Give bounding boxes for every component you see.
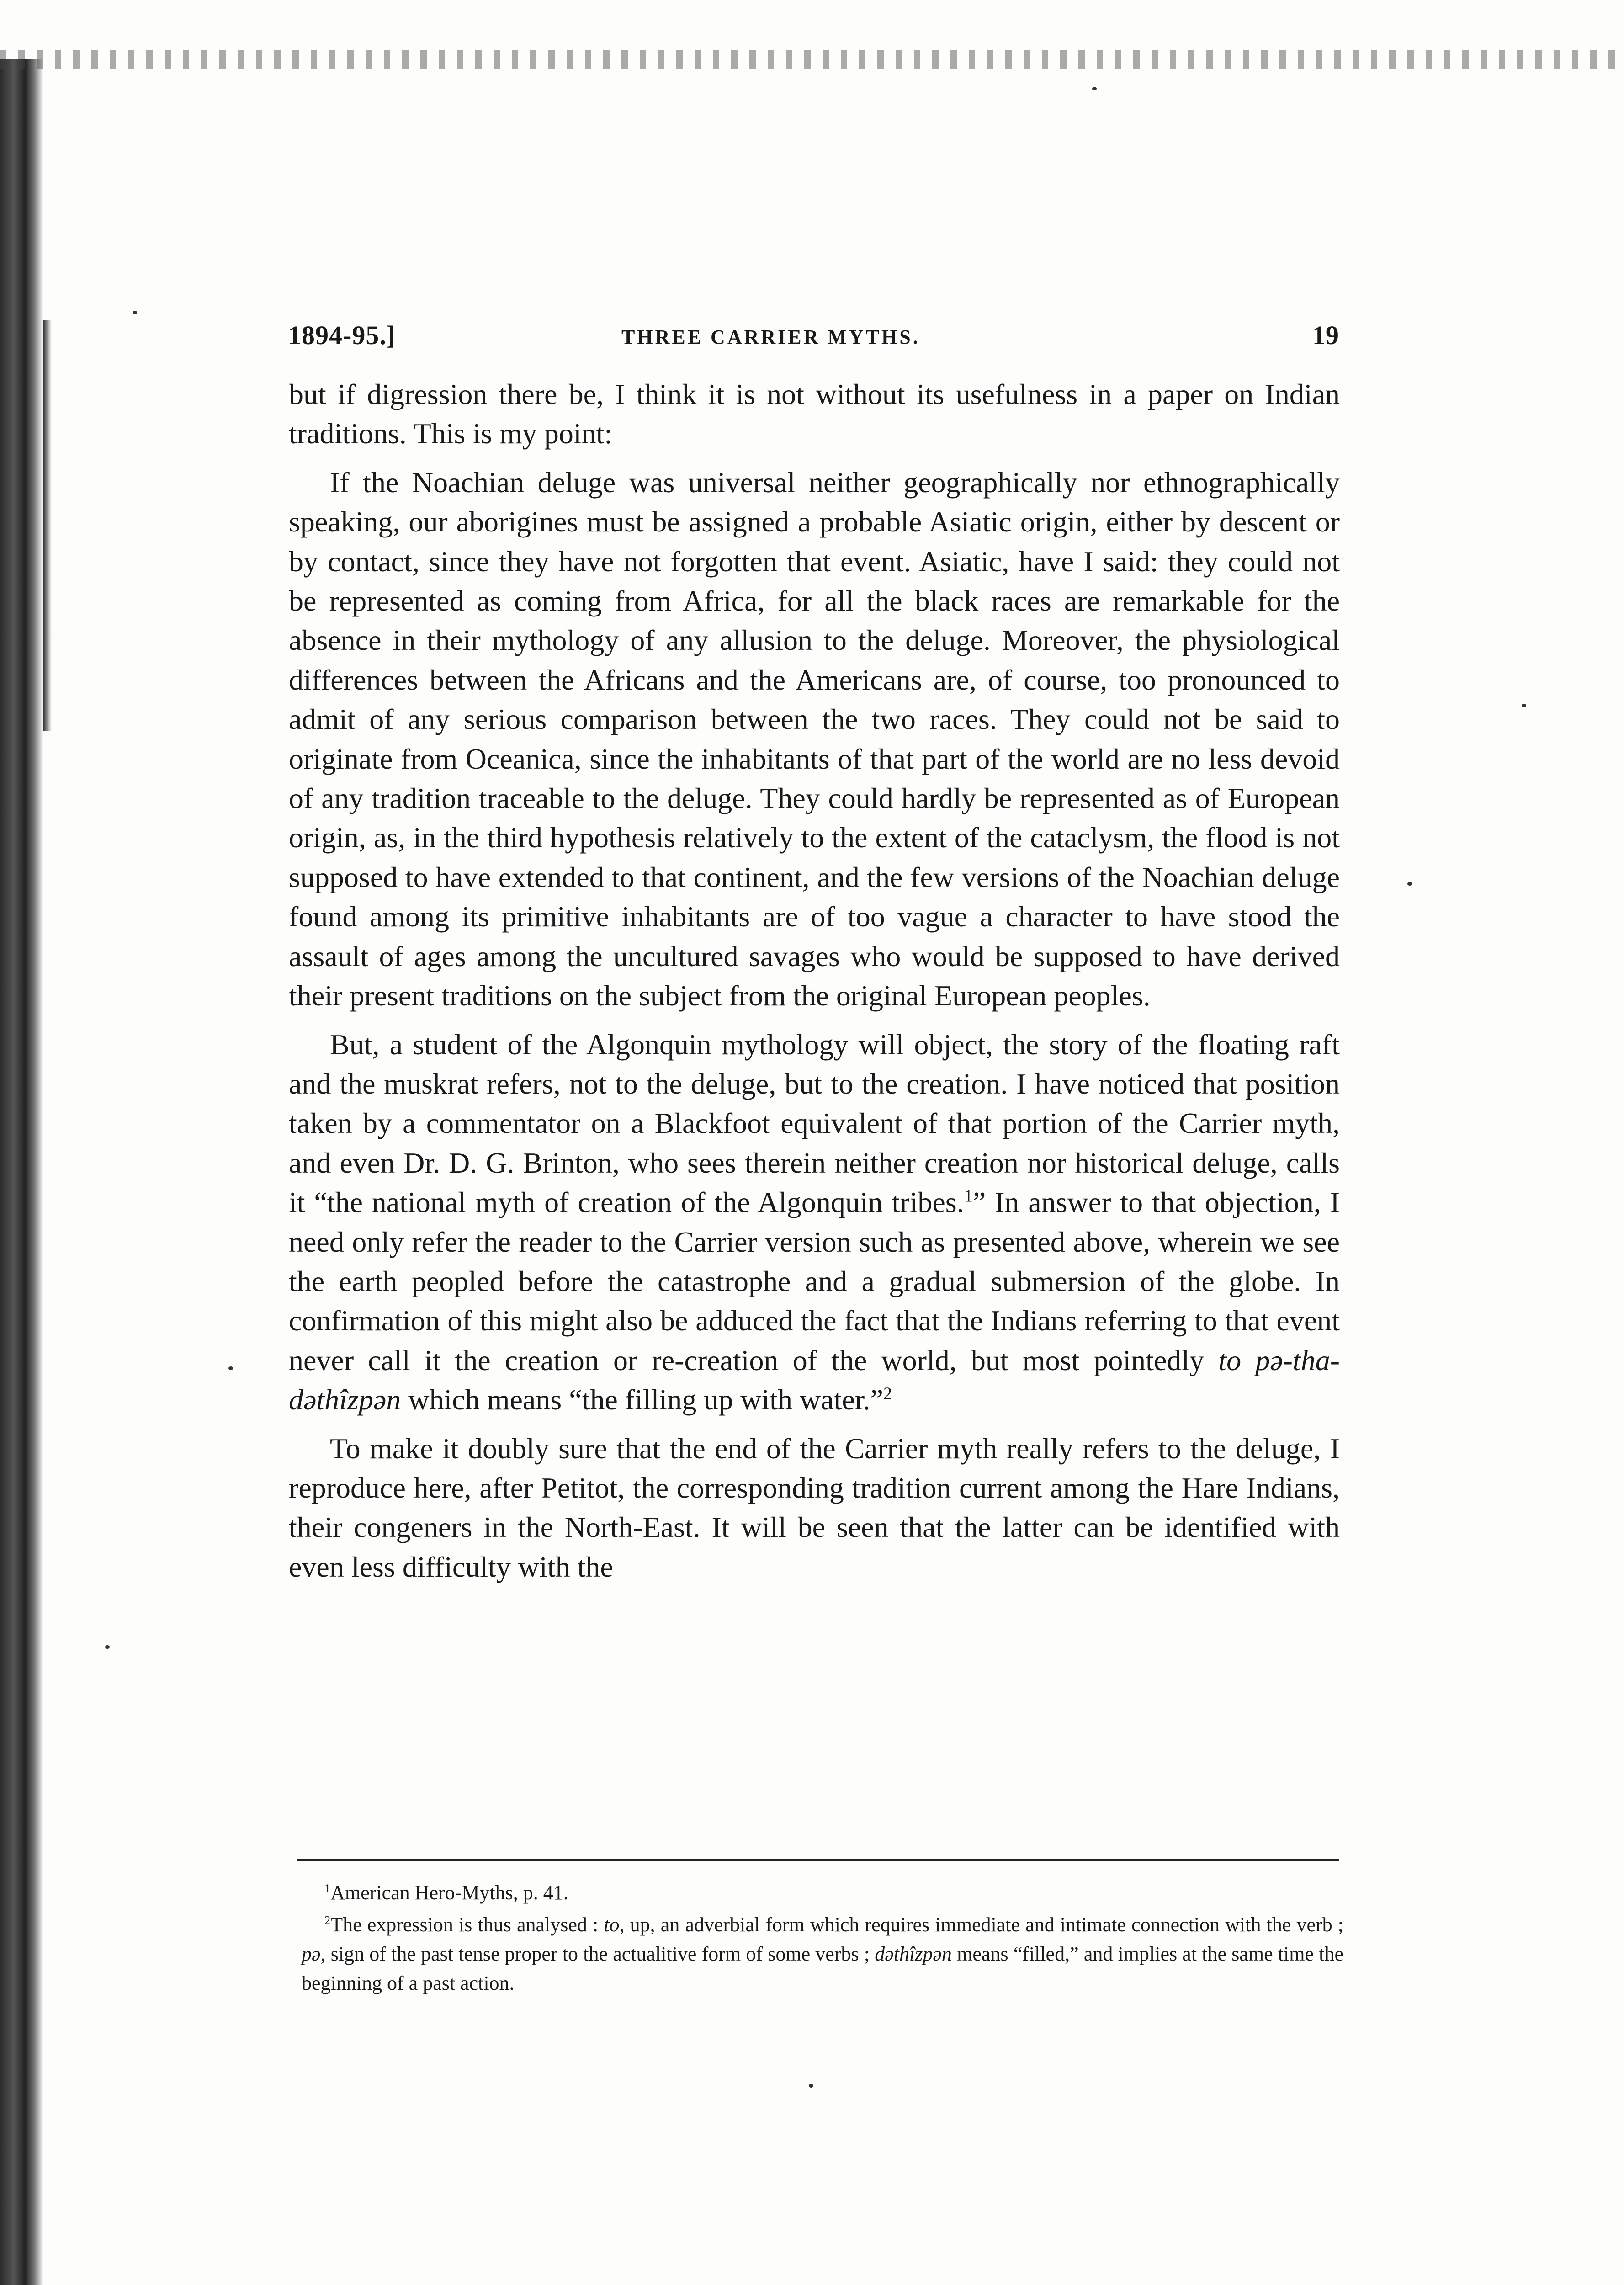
footnote-ref-1[interactable]: 1 (964, 1186, 973, 1206)
paragraph-text: which means “the filling up with water.” (401, 1383, 883, 1416)
paragraph-text: But, a student of the Algonquin mythology will object, the story of the floating raft and the muskrat refers, not to the deluge, but to the creation. I have noticed that position taken by a commentator on a Blackfoot equivalent of that portion of the Carrier myth, and even Dr. D. G. Brinton, who sees therein neither creation nor historical deluge, calls it “the national myth of creation of the Algonquin tribes. (289, 1028, 1340, 1219)
footnote-term: dəthîzpən (875, 1943, 952, 1965)
footnote-mark: 1 (324, 1881, 331, 1895)
footnote-1 (302, 1878, 1343, 1908)
footnote-text: The expression is thus analysed : (330, 1913, 604, 1936)
paragraph-hare-indians: To make it doubly sure that the end of the Carrier myth really refers to the deluge, I reproduce here, after Petitot, the corresponding tradition current among the Hare Indians, their congeners in the North-East. It will be seen that the latter can be identified with even less difficulty with the (289, 1432, 1340, 1583)
footnote-ref-2[interactable]: 2 (883, 1384, 892, 1403)
footnote-text: means “filled,” and implies at the same time the beginning of a past action. (302, 1943, 1343, 1994)
scan-speck (133, 311, 137, 314)
paragraph-algonquin-objection (289, 1025, 1340, 1420)
header-year: 1894-95.] (288, 320, 396, 350)
footnote-text: , up, an adverbial form which requires immediate and intimate connection with the verb ; (619, 1913, 1343, 1936)
paragraph-text: ” In answer to that objection, I need only refer the reader to the Carrier version such as presented above, wherein we see the earth peopled before the catastrophe and a gradual submersion of the globe. In confirmation of this might also be adduced the fact that the Indians referring to that event never call it the creation or re-creation of the world, but most pointedly (289, 1186, 1340, 1376)
footnote-text: American Hero-Myths, p. 41. (330, 1881, 568, 1904)
footnote-text: , sign of the past tense proper to the actualitive form of some verbs ; (320, 1943, 875, 1965)
running-header (288, 320, 1339, 361)
scan-speck (1092, 87, 1097, 90)
footnote-term: pə (302, 1943, 321, 1965)
footnote-term: to (604, 1913, 620, 1936)
scan-speck (1522, 704, 1526, 707)
footnote-rule (297, 1859, 1339, 1861)
scan-speck (105, 1645, 110, 1649)
paragraph-continued: but if digression there be, I think it is not without its usefulness in a paper on Indian traditions. This is my point: (289, 378, 1340, 450)
paragraph-deluge-origin: If the Noachian deluge was universal neither geographically nor ethnographically speaking, our aborigines must be assigned a probable Asiatic origin, either by descent or by contact, since they have not forgotten that event. Asiatic, have I said: they could not be represented as coming from Africa, for all the black races are remarkable for the absence in their mythology of any allusion to the deluge. Moreover, the physiological differences between the Africans and the Americans are, of course, too pronounced to admit of any serious comparison between the two races. They could not be said to originate from Oceanica, since the inhabitants of that part of the world are no less devoid of any tradition traceable to the deluge. They could hardly be represented as of European origin, as, in the third hypothesis relatively to the extent of the cataclysm, the flood is not supposed to have extended to that continent, and the few versions of the Noachian deluge found among its primitive inhabitants are of too vague a character to have stood the assault of ages among the uncultured savages who would be supposed to have derived their present traditions on the subject from the original European peoples. (289, 466, 1340, 1012)
book-binding-edge (0, 59, 43, 2285)
footnotes (302, 1878, 1343, 2001)
body-text (289, 375, 1340, 1587)
header-title: THREE CARRIER MYTHS. (621, 326, 920, 348)
footnote-mark: 2 (324, 1913, 331, 1927)
footnote-2 (302, 1910, 1343, 1998)
carrier-term: to pə-tha-dəthîzpən (289, 1344, 1340, 1416)
top-scan-edge (0, 50, 1624, 69)
scan-speck (228, 1366, 233, 1370)
scan-speck (1407, 882, 1412, 886)
page-number: 19 (1312, 320, 1339, 350)
scan-speck (809, 2084, 813, 2088)
binding-shadow (43, 320, 52, 731)
